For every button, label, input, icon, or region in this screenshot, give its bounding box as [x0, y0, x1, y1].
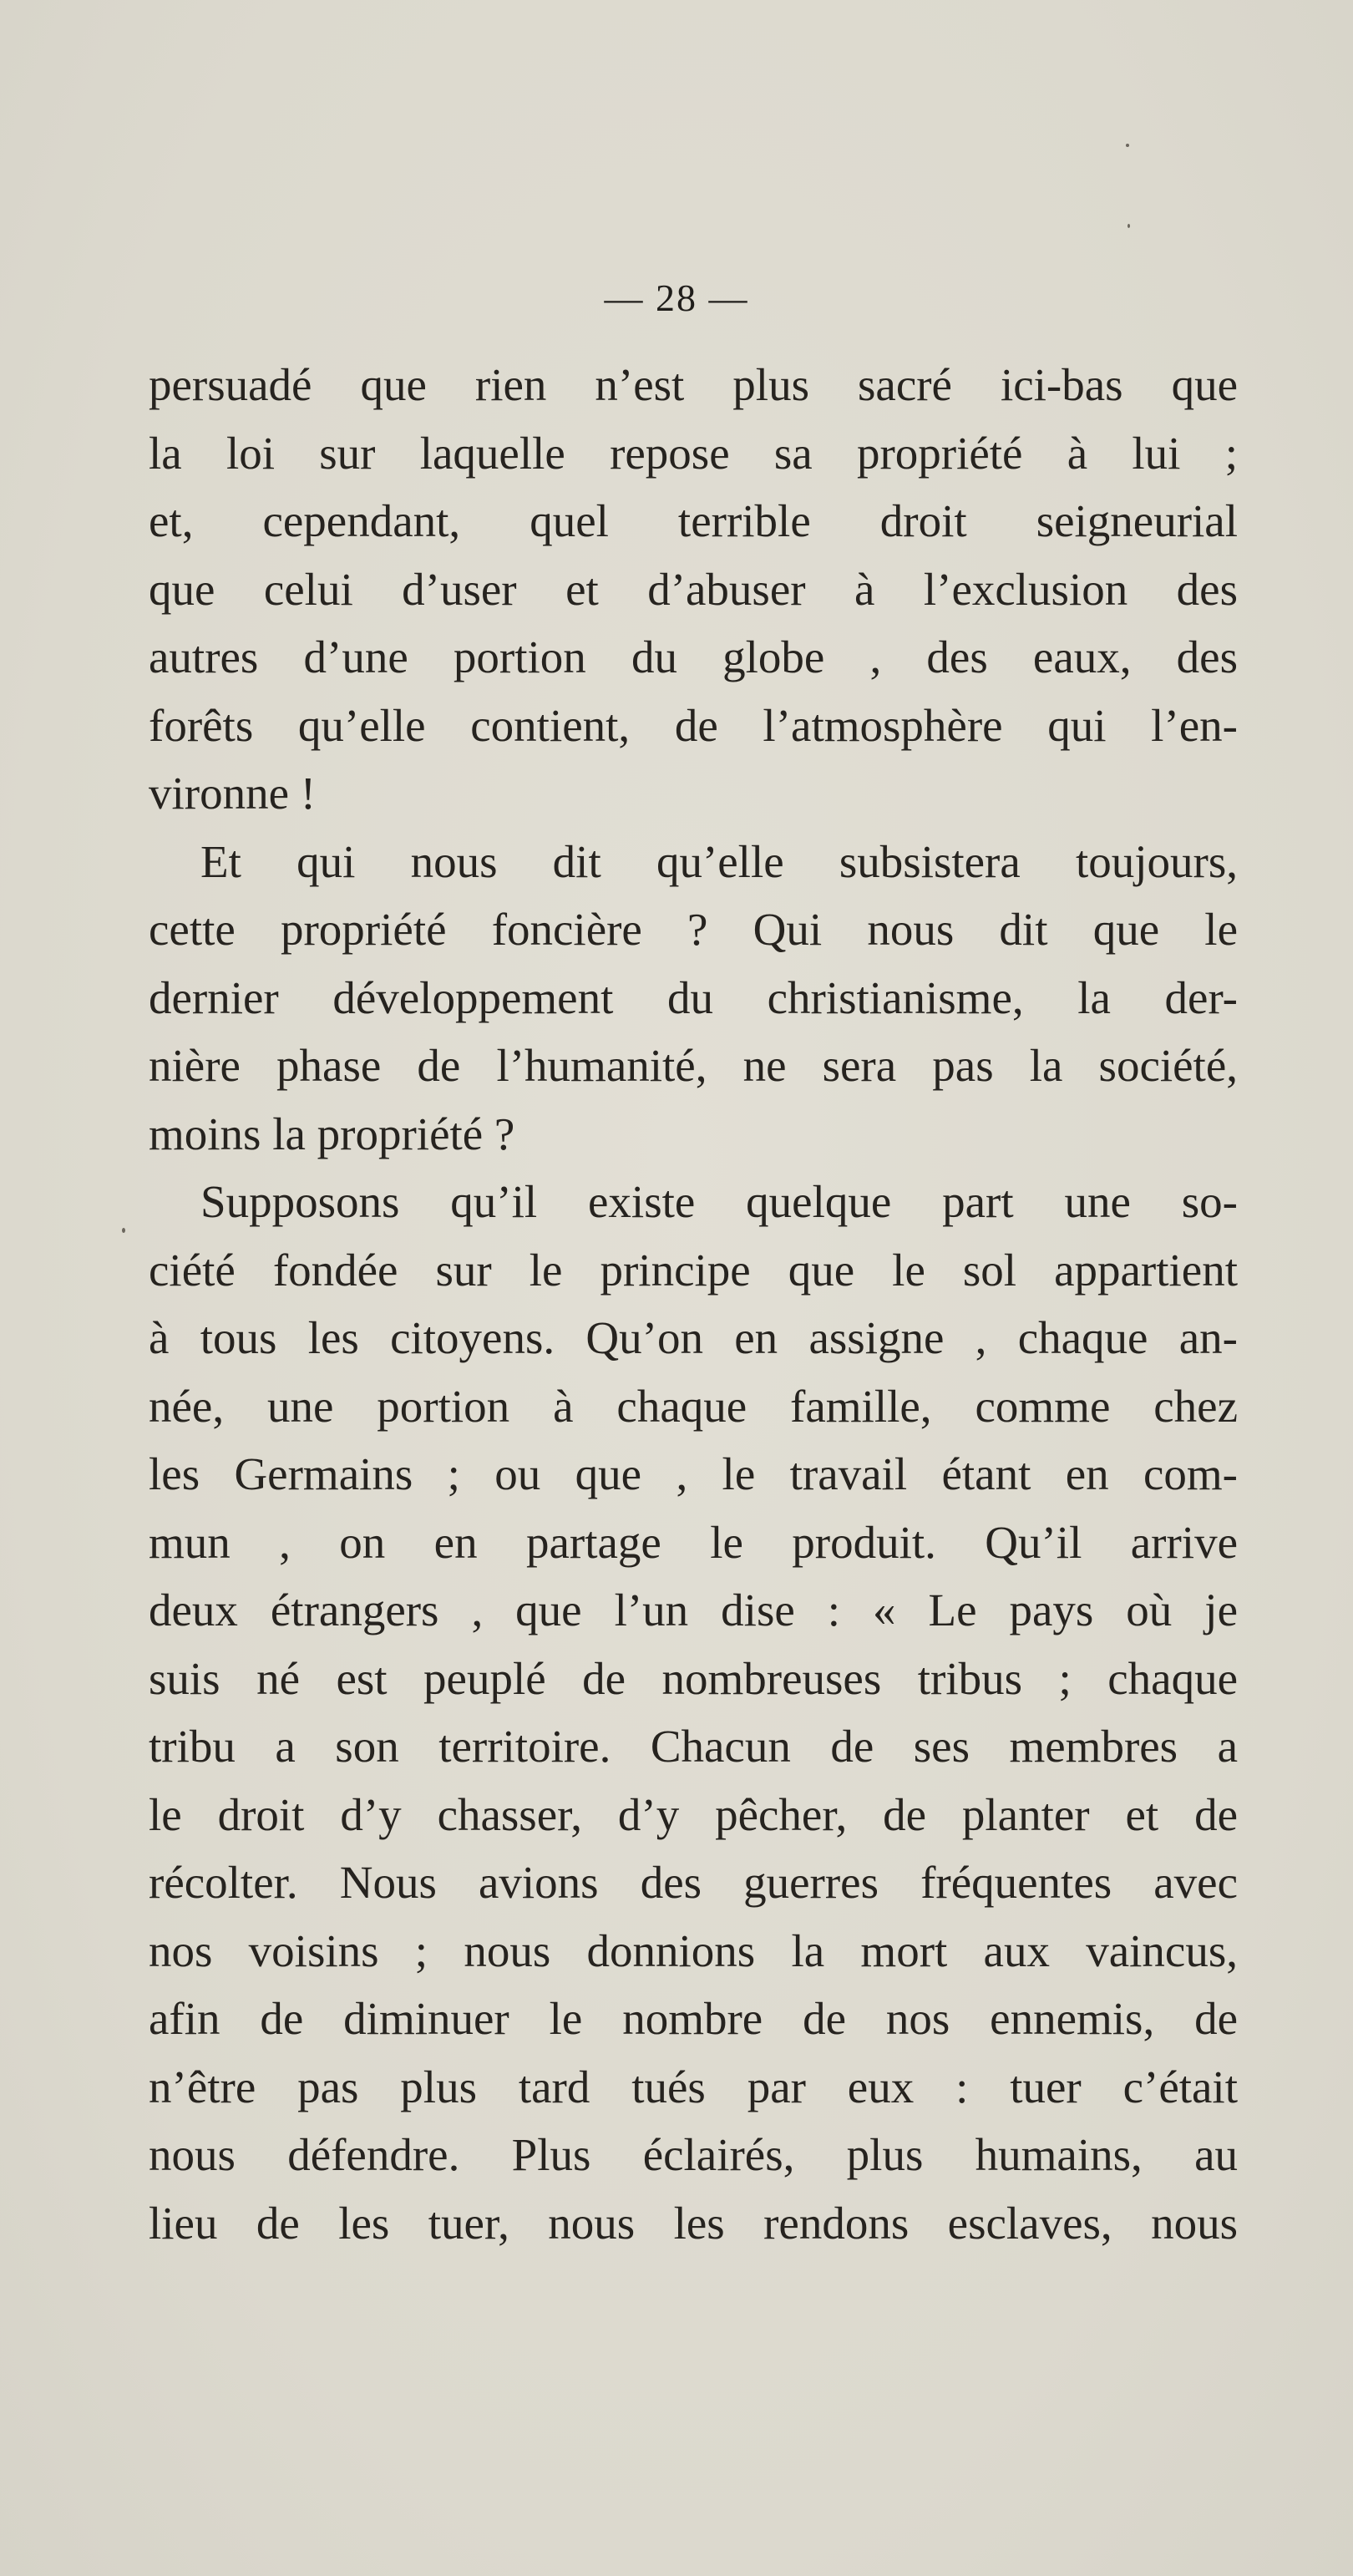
text-line: née, une portion à chaque famille, comme chez — [149, 1380, 1238, 1432]
text-line: la loi sur laquelle repose sa propriété à lui ; — [149, 427, 1238, 479]
text-line: deux étrangers , que l’un dise : « Le pays où je — [149, 1585, 1238, 1635]
text-line: le droit d’y chasser, d’y pêcher, de planter et de — [149, 1788, 1238, 1840]
text-line: vironne ! — [149, 768, 317, 819]
text-line: moins la propriété ? — [149, 1108, 515, 1159]
paper-speck — [1128, 224, 1130, 228]
text-line: autres d’une portion du globe , des eaux, des — [149, 631, 1238, 682]
text-line: forêts qu’elle contient, de l’atmosphère qui l’en- — [149, 699, 1238, 751]
text-line: nière phase de l’humanité, ne sera pas la société, — [149, 1040, 1238, 1091]
text-line: mun , on en partage le produit. Qu’il arrive — [149, 1516, 1238, 1568]
text-line: dernier développement du christianisme, la der- — [149, 971, 1238, 1023]
text-line: et, cependant, quel terrible droit seigneurial — [149, 495, 1238, 546]
text-line: récolter. Nous avions des guerres fréquentes avec — [149, 1857, 1238, 1908]
page-number: — 28 — — [604, 276, 749, 319]
text-line: afin de diminuer le nombre de nos ennemis, de — [149, 1993, 1238, 2044]
text-line: tribu a son territoire. Chacun de ses membres a — [149, 1721, 1238, 1772]
body-text — [149, 351, 1238, 2257]
text-line: lieu de les tuer, nous les rendons esclaves, nous — [149, 2197, 1238, 2249]
text-line: les Germains ; ou que , le travail étant en com- — [149, 1448, 1238, 1499]
text-line: suis né est peuplé de nombreuses tribus ; chaque — [149, 1652, 1238, 1704]
text-line: à tous les citoyens. Qu’on en assigne , chaque an- — [149, 1312, 1238, 1363]
text-line: n’être pas plus tard tués par eux : tuer c’était — [149, 2061, 1238, 2112]
paper-speck — [1126, 144, 1129, 147]
text-line: cette propriété foncière ? Qui nous dit que le — [149, 904, 1238, 955]
text-line: persuadé que rien n’est plus sacré ici-bas que — [149, 359, 1238, 410]
paragraph-start-line: Et qui nous dit qu’elle subsistera toujours, — [200, 835, 1238, 887]
text-line: ciété fondée sur le principe que le sol appartient — [149, 1244, 1238, 1296]
text-line: nous défendre. Plus éclairés, plus humains, au — [149, 2129, 1238, 2180]
paper-speck — [122, 1228, 125, 1233]
text-line: nos voisins ; nous donnions la mort aux vaincus, — [149, 1924, 1238, 1976]
text-line: que celui d’user et d’abuser à l’exclusion des — [149, 563, 1238, 615]
paragraph-start-line: Supposons qu’il existe quelque part une so- — [200, 1176, 1238, 1227]
